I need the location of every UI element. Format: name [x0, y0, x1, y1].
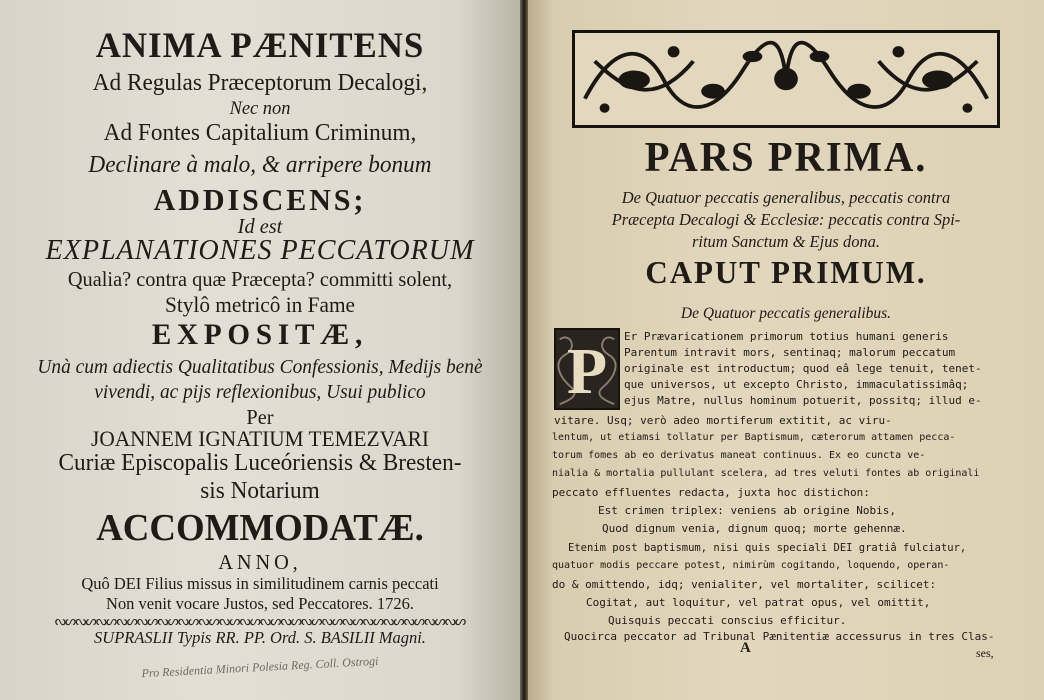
catchword: ses, [976, 646, 994, 660]
title-line: Qualia? contra quæ Præcepta? committi solent, [67, 267, 453, 291]
floral-ornament-icon [575, 33, 997, 125]
title-line: Declinare à malo, & arripere bonum [88, 152, 432, 178]
dropcap-letter: P [566, 335, 608, 408]
title-line: sis Notarium [200, 478, 320, 504]
title-line: Ad Fontes Capitalium Criminum, [103, 120, 417, 146]
body-line: torum fomes ab eo derivatus maneat continuus. Ex eo cuncta ve- [552, 450, 926, 461]
chapter-title: CAPUT PRIMUM. [645, 254, 927, 290]
title-line: Unà cum adiectis Qualitatibus Confessionis, Medijs benè [37, 356, 483, 378]
book-gutter [520, 0, 528, 700]
part-subtitle: De Quatuor peccatis generalibus, peccatis contra [621, 188, 951, 207]
title-line: vivendi, ac pijs reflexionibus, Usui publico [94, 381, 426, 403]
part-subtitle: ritum Sanctum & Ejus dona. [691, 232, 881, 251]
title-line: EXPLANATIONES PECCATORUM [45, 234, 475, 266]
title-line: Quô DEI Filius missus in similitudinem carnis peccati [81, 574, 439, 593]
title-line: Per [246, 405, 274, 429]
title-line: Curiæ Episcopalis Luceóriensis & Bresten- [58, 450, 462, 476]
title-line: Nec non [229, 98, 291, 119]
title-line: Id est [237, 214, 283, 238]
left-page [0, 0, 520, 700]
part-title: PARS PRIMA. [644, 135, 928, 181]
title-line: Stylô metricô in Fame [164, 292, 356, 317]
verse-line: Quod dignum venia, dignum quoq; morte gehennæ. [602, 522, 907, 535]
author-name: JOANNEM IGNATIUM TEMEZVARI [91, 426, 429, 451]
verse-line: Quisquis peccati conscius efficitur. [608, 614, 847, 627]
signature-mark: A [740, 640, 751, 656]
body-line: Parentum intravit mors, sentinaq; malorum peccatum [624, 346, 956, 359]
headpiece-ornament [572, 30, 1000, 128]
title-line: ACCOMMODATÆ. [96, 507, 424, 549]
verse-line: Cogitat, aut loquitur, vel patrat opus, vel omittit, [586, 596, 931, 609]
body-line: quatuor modis peccare potest, nimirùm cogitando, loquendo, operan- [552, 560, 950, 571]
section-heading: De Quatuor peccatis generalibus. [680, 305, 892, 322]
title-line: Ad Regulas Præceptorum Decalogi, [92, 70, 428, 96]
part-subtitle: Præcepta Decalogi & Ecclesiæ: peccatis contra Spi- [611, 210, 961, 229]
body-line: originale est introductum; quod eâ lege tenuit, tenet- [624, 362, 982, 375]
drop-capital [554, 328, 620, 410]
body-line: lentum, ut etiamsi tollatur per Baptismum, cæterorum attamen pecca- [552, 432, 956, 443]
body-line: que universos, ut excepto Christo, immaculatissimâq; [624, 378, 969, 391]
handwritten-note: Pro Residentia Minori Polesia Reg. Coll. Ostrogi [141, 653, 379, 681]
body-line: peccato effluentes redacta, juxta hoc distichon: [552, 486, 870, 499]
body-line: Er Prævaricationem primorum totius humani generis [624, 330, 949, 343]
title-line: EXPOSITÆ, [151, 318, 369, 351]
body-line: vitare. Usq; verò adeo mortiferum extitit, ac viru- [554, 414, 892, 427]
title-line: ADDISCENS; [153, 182, 367, 217]
body-line: nialia & mortalia pullulant scelera, ad tres veluti fontes ab originali [552, 468, 980, 479]
body-line: do & omittendo, idq; venialiter, vel mortaliter, scilicet: [552, 578, 937, 591]
right-page [528, 0, 1044, 700]
body-line: Etenim post baptismum, nisi quis speciali DEI gratiâ fulciatur, [568, 542, 967, 554]
imprint: SUPRASLII Typis RR. PP. Ord. S. BASILII Magni. [94, 628, 426, 647]
verse-line: Est crimen triplex: veniens ab origine Nobis, [598, 504, 897, 517]
body-line: ejus Matre, nullus hominum potuerit, possitq; illud e- [624, 394, 982, 407]
book-title: ANIMA PÆNITENS [95, 25, 425, 65]
date-line: Non venit vocare Justos, sed Peccatores. 1726. [106, 594, 414, 613]
ornament-rule: ᔓᔕᔓᔕᔓᔕᔓᔕᔓᔕᔓᔕᔓᔕᔓᔕᔓᔕᔓᔕᔓᔕᔓᔕᔓᔕᔓᔕᔓᔕᔓᔕᔓᔕᔓᔕᔓᔕᔓᔕ [54, 613, 466, 628]
body-line: Quocirca peccator ad Tribunal Pænitentiæ accessurus in tres Clas- [564, 630, 995, 643]
title-line: ANNO, [218, 550, 302, 574]
